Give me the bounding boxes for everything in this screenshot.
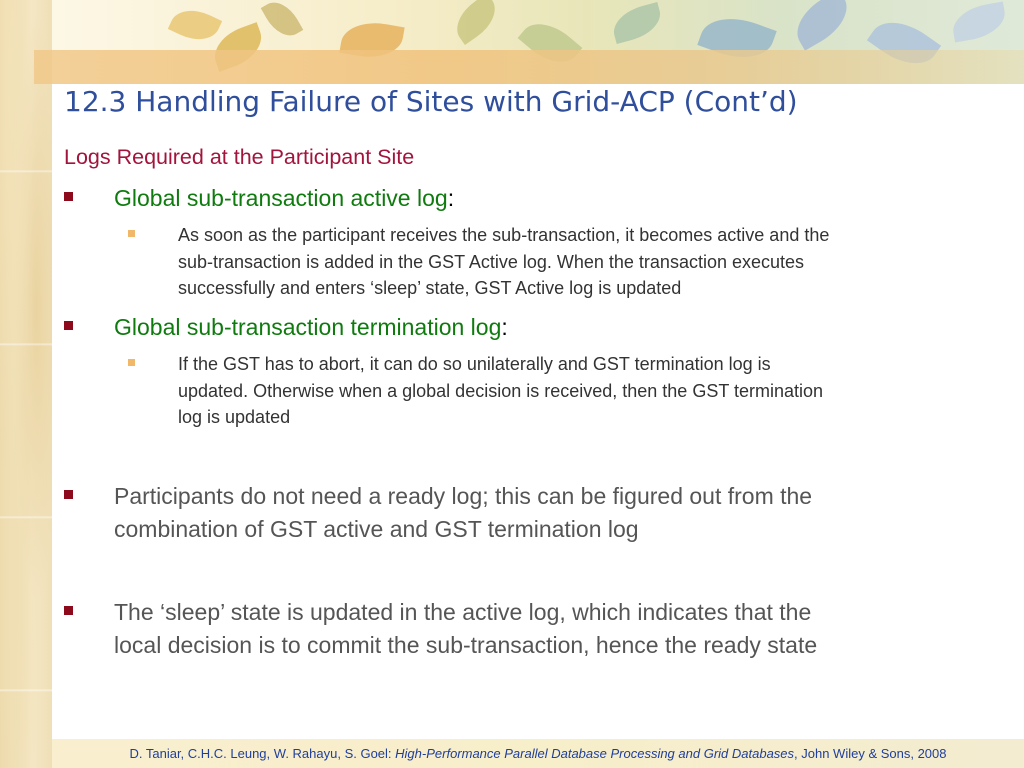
small-square-bullet-icon xyxy=(128,359,135,366)
bullet-item xyxy=(64,596,817,662)
bullet-heading-colon: : xyxy=(447,185,455,211)
bullet-line: local decision is to commit the sub-transaction, hence the ready state xyxy=(114,632,818,658)
bullet-heading-text: Global sub-transaction termination log xyxy=(114,314,502,340)
bullet-line: combination of GST active and GST termination log xyxy=(114,516,639,542)
footer-bar xyxy=(52,739,1024,768)
sub-bullet-line: sub-transaction is added in the GST Active log. When the transaction executes xyxy=(178,251,805,272)
sub-bullet-line: If the GST has to abort, it can do so unilaterally and GST termination log is xyxy=(178,354,771,374)
slide-title: 12.3 Handling Failure of Sites with Grid-ACP (Cont’d) xyxy=(64,85,798,118)
footer-authors: D. Taniar, C.H.C. Leung, W. Rahayu, S. Goel: xyxy=(129,746,396,761)
bullet-text xyxy=(114,480,812,546)
bullet-heading xyxy=(114,311,508,344)
square-bullet-icon xyxy=(64,321,73,330)
slide-subtitle: Logs Required at the Participant Site xyxy=(64,145,415,169)
small-square-bullet-icon xyxy=(128,230,135,237)
sub-bullet-line: As soon as the participant receives the sub-transaction, it becomes active and the xyxy=(178,225,830,245)
left-parchment-strip xyxy=(0,0,52,768)
footer-citation xyxy=(52,745,1024,763)
leaf-decoration xyxy=(168,2,222,49)
bullet-line: The ‘sleep’ state is updated in the active log, which indicates that the xyxy=(114,599,812,625)
bullet-item xyxy=(64,311,508,344)
square-bullet-icon xyxy=(64,606,73,615)
bullet-item xyxy=(64,182,454,215)
bullet-heading xyxy=(114,182,454,215)
bullet-text xyxy=(114,596,817,662)
square-bullet-icon xyxy=(64,490,73,499)
sub-bullet-item xyxy=(128,351,823,431)
leaf-decoration xyxy=(448,0,505,45)
bullet-heading-colon: : xyxy=(501,314,508,340)
sub-bullet-line: successfully and enters ‘sleep’ state, GST Active log is updated xyxy=(178,278,682,298)
leaf-decoration xyxy=(787,0,857,51)
bullet-line: Participants do not need a ready log; this can be figured out from the xyxy=(114,483,813,509)
sub-bullet-line: updated. Otherwise when a global decision is received, then the GST termination xyxy=(178,380,824,401)
leaf-decoration xyxy=(609,2,665,44)
square-bullet-icon xyxy=(64,192,73,201)
title-accent-bar xyxy=(34,50,1024,84)
bullet-item xyxy=(64,480,812,546)
leaf-decoration xyxy=(950,2,1009,43)
leaf-decoration xyxy=(261,0,304,43)
footer-publisher: , John Wiley & Sons, 2008 xyxy=(794,746,947,761)
sub-bullet-text xyxy=(178,351,823,431)
sub-bullet-item xyxy=(128,222,829,302)
sub-bullet-text xyxy=(178,222,829,302)
sub-bullet-line: log is updated xyxy=(178,407,291,427)
footer-book-title: High-Performance Parallel Database Processing and Grid Databases xyxy=(395,746,795,761)
bullet-heading-text: Global sub-transaction active log xyxy=(114,185,448,211)
